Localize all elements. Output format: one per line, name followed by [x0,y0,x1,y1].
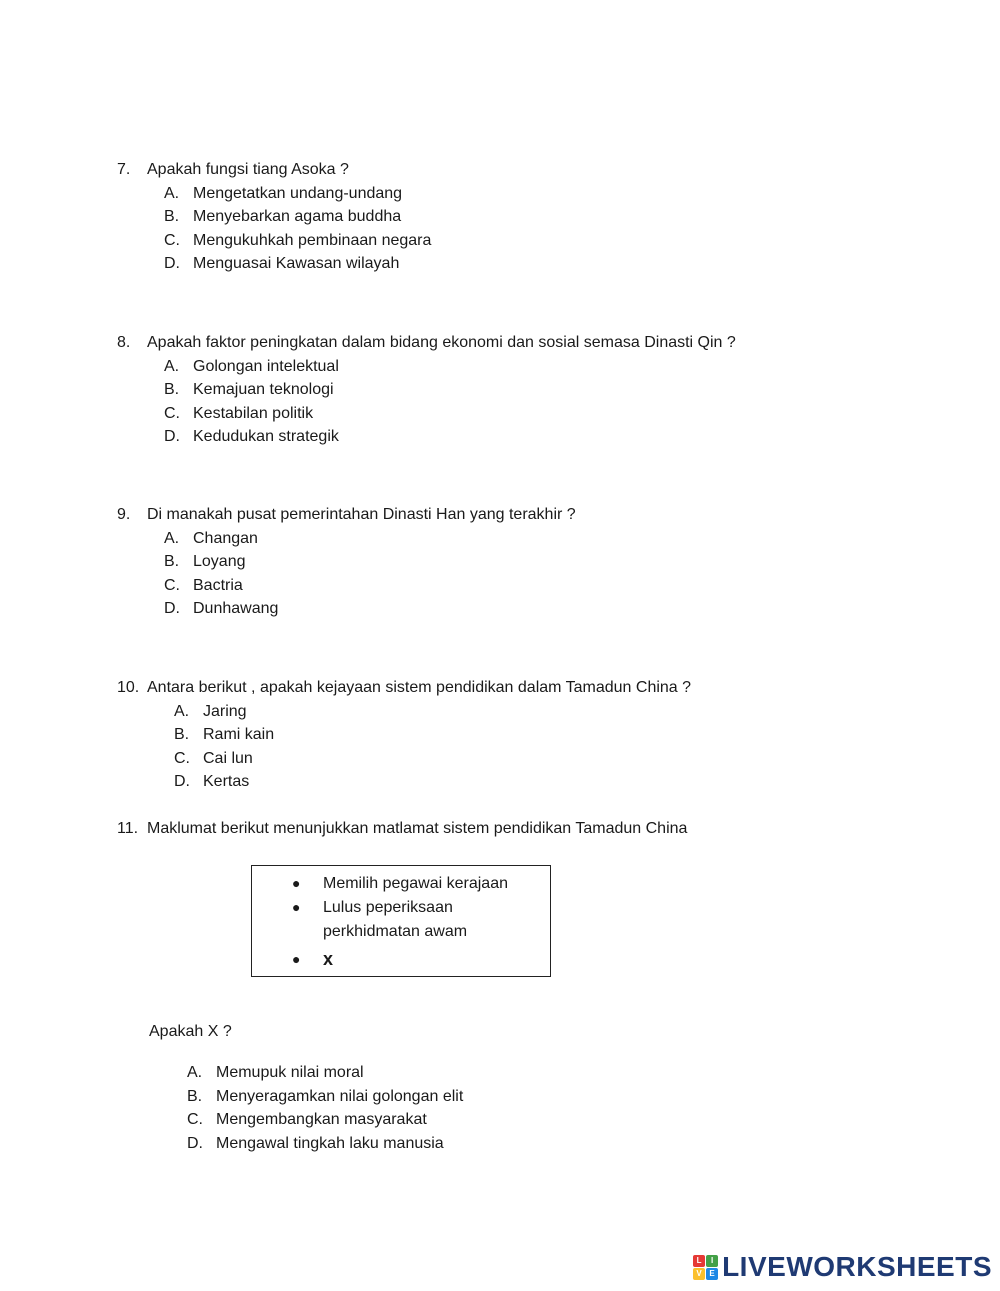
sub-question: Apakah X ? [149,1023,232,1040]
logo-icon: L I V E [693,1255,718,1280]
option-d[interactable]: D. Kertas [174,773,250,790]
option-d[interactable]: D. Dunhawang [164,600,279,617]
option-d[interactable]: D. Menguasai Kawasan wilayah [164,255,400,272]
option-a[interactable]: A. Memupuk nilai moral [187,1064,364,1081]
question-text: Di manakah pusat pemerintahan Dinasti Han yang terakhir ? [147,506,576,523]
box-item: ● Lulus peperiksaan [292,896,453,920]
question-stem [117,331,736,355]
option-list [187,1061,463,1155]
bullet-icon: ● [292,951,301,967]
option-a[interactable]: A. Golongan intelektual [164,357,339,375]
info-box [251,865,551,977]
option-d[interactable]: D. Mengawal tingkah laku manusia [187,1134,444,1152]
logo-text: LIVEWORKSHEETS [722,1251,992,1282]
box-item-x: ● x [292,948,333,972]
option-list [164,182,431,276]
question-11 [117,817,687,841]
question-8 [117,331,736,449]
question-number: 9. [117,506,131,523]
question-text: Apakah fungsi tiang Asoka ? [147,161,349,178]
question-stem [117,503,576,527]
bullet-icon: ● [292,899,301,915]
bullet-icon: ● [292,875,301,891]
question-number: 7. [117,161,131,178]
option-b[interactable]: B. Menyeragamkan nilai golongan elit [187,1087,464,1105]
question-number: 11. [117,820,139,837]
option-a[interactable]: A. Jaring [174,702,247,720]
option-c[interactable]: C. Kestabilan politik [164,404,314,422]
option-list [174,700,691,794]
question-9 [117,503,576,621]
question-11-options [187,1061,463,1155]
question-stem [117,676,691,700]
question-text: Apakah faktor peningkatan dalam bidang ekonomi dan sosial semasa Dinasti Qin ? [147,334,736,351]
option-a[interactable]: A. Changan [164,529,258,547]
question-7 [117,158,431,276]
box-item: ● Memilih pegawai kerajaan [292,872,508,896]
option-c[interactable]: C. Cai lun [174,749,253,767]
option-a[interactable]: A. Mengetatkan undang-undang [164,184,403,202]
question-text: Antara berikut , apakah kejayaan sistem pendidikan dalam Tamadun China ? [147,679,692,696]
question-text: Maklumat berikut menunjukkan matlamat sistem pendidikan Tamadun China [147,820,688,837]
question-10 [117,676,691,794]
option-c[interactable]: C. Mengukuhkah pembinaan negara [164,231,432,249]
option-b[interactable]: B. Loyang [164,553,246,570]
liveworksheets-logo [693,1251,992,1283]
option-c[interactable]: C. Mengembangkan masyarakat [187,1111,427,1128]
box-item-continuation: perkhidmatan awam [323,923,468,940]
option-list [164,527,576,621]
option-d[interactable]: D. Kedudukan strategik [164,428,339,445]
question-stem [117,158,431,182]
option-b[interactable]: B. Menyebarkan agama buddha [164,208,402,225]
question-number: 8. [117,334,131,351]
option-list [164,355,736,449]
option-b[interactable]: B. Rami kain [174,726,275,743]
option-c[interactable]: C. Bactria [164,576,243,594]
question-number: 10. [117,679,140,696]
option-b[interactable]: B. Kemajuan teknologi [164,381,334,398]
question-stem [117,817,687,841]
